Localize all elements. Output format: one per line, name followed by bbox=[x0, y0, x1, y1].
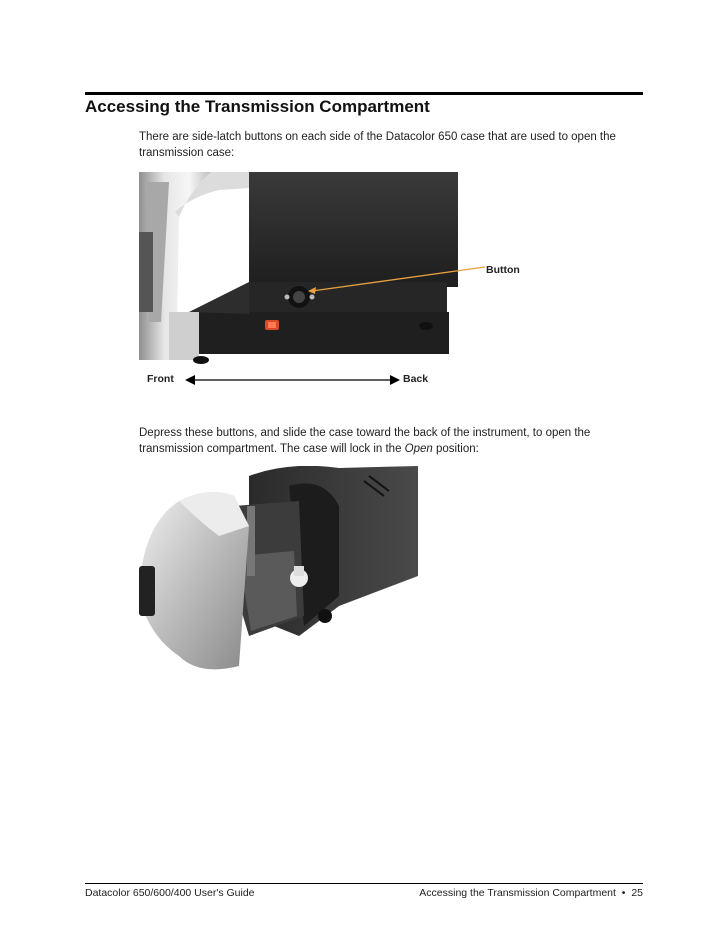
back-label: Back bbox=[403, 373, 429, 385]
front-label: Front bbox=[147, 373, 174, 385]
intro-paragraph: There are side-latch buttons on each side of the Datacolor 650 case that are used to open the transmission case: bbox=[139, 131, 616, 159]
footer-section-title: Accessing the Transmission Compartment bbox=[419, 887, 616, 899]
button-callout-label: Button bbox=[486, 264, 520, 276]
section-title: Accessing the Transmission Compartment bbox=[85, 97, 430, 116]
instruction-text-start: Depress these buttons, and slide the case toward the back of the instrument, to open the transmission compartment. The case will lock in the bbox=[139, 427, 591, 455]
footer-guide-title: Datacolor 650/600/400 User's Guide bbox=[85, 887, 255, 899]
open-emphasis: Open bbox=[404, 443, 433, 455]
top-rule bbox=[85, 92, 643, 95]
footer-section-page bbox=[419, 887, 643, 899]
footer-bullet: • bbox=[621, 887, 626, 899]
open-compartment-photo bbox=[139, 466, 418, 676]
instruction-paragraph bbox=[139, 425, 629, 457]
open-compartment-illustration bbox=[139, 466, 418, 676]
instruction-text-end: position: bbox=[432, 443, 479, 455]
button-callout-line bbox=[300, 262, 490, 296]
footer-rule bbox=[85, 883, 643, 884]
front-back-arrow bbox=[185, 374, 400, 386]
page-number: 25 bbox=[631, 887, 643, 899]
